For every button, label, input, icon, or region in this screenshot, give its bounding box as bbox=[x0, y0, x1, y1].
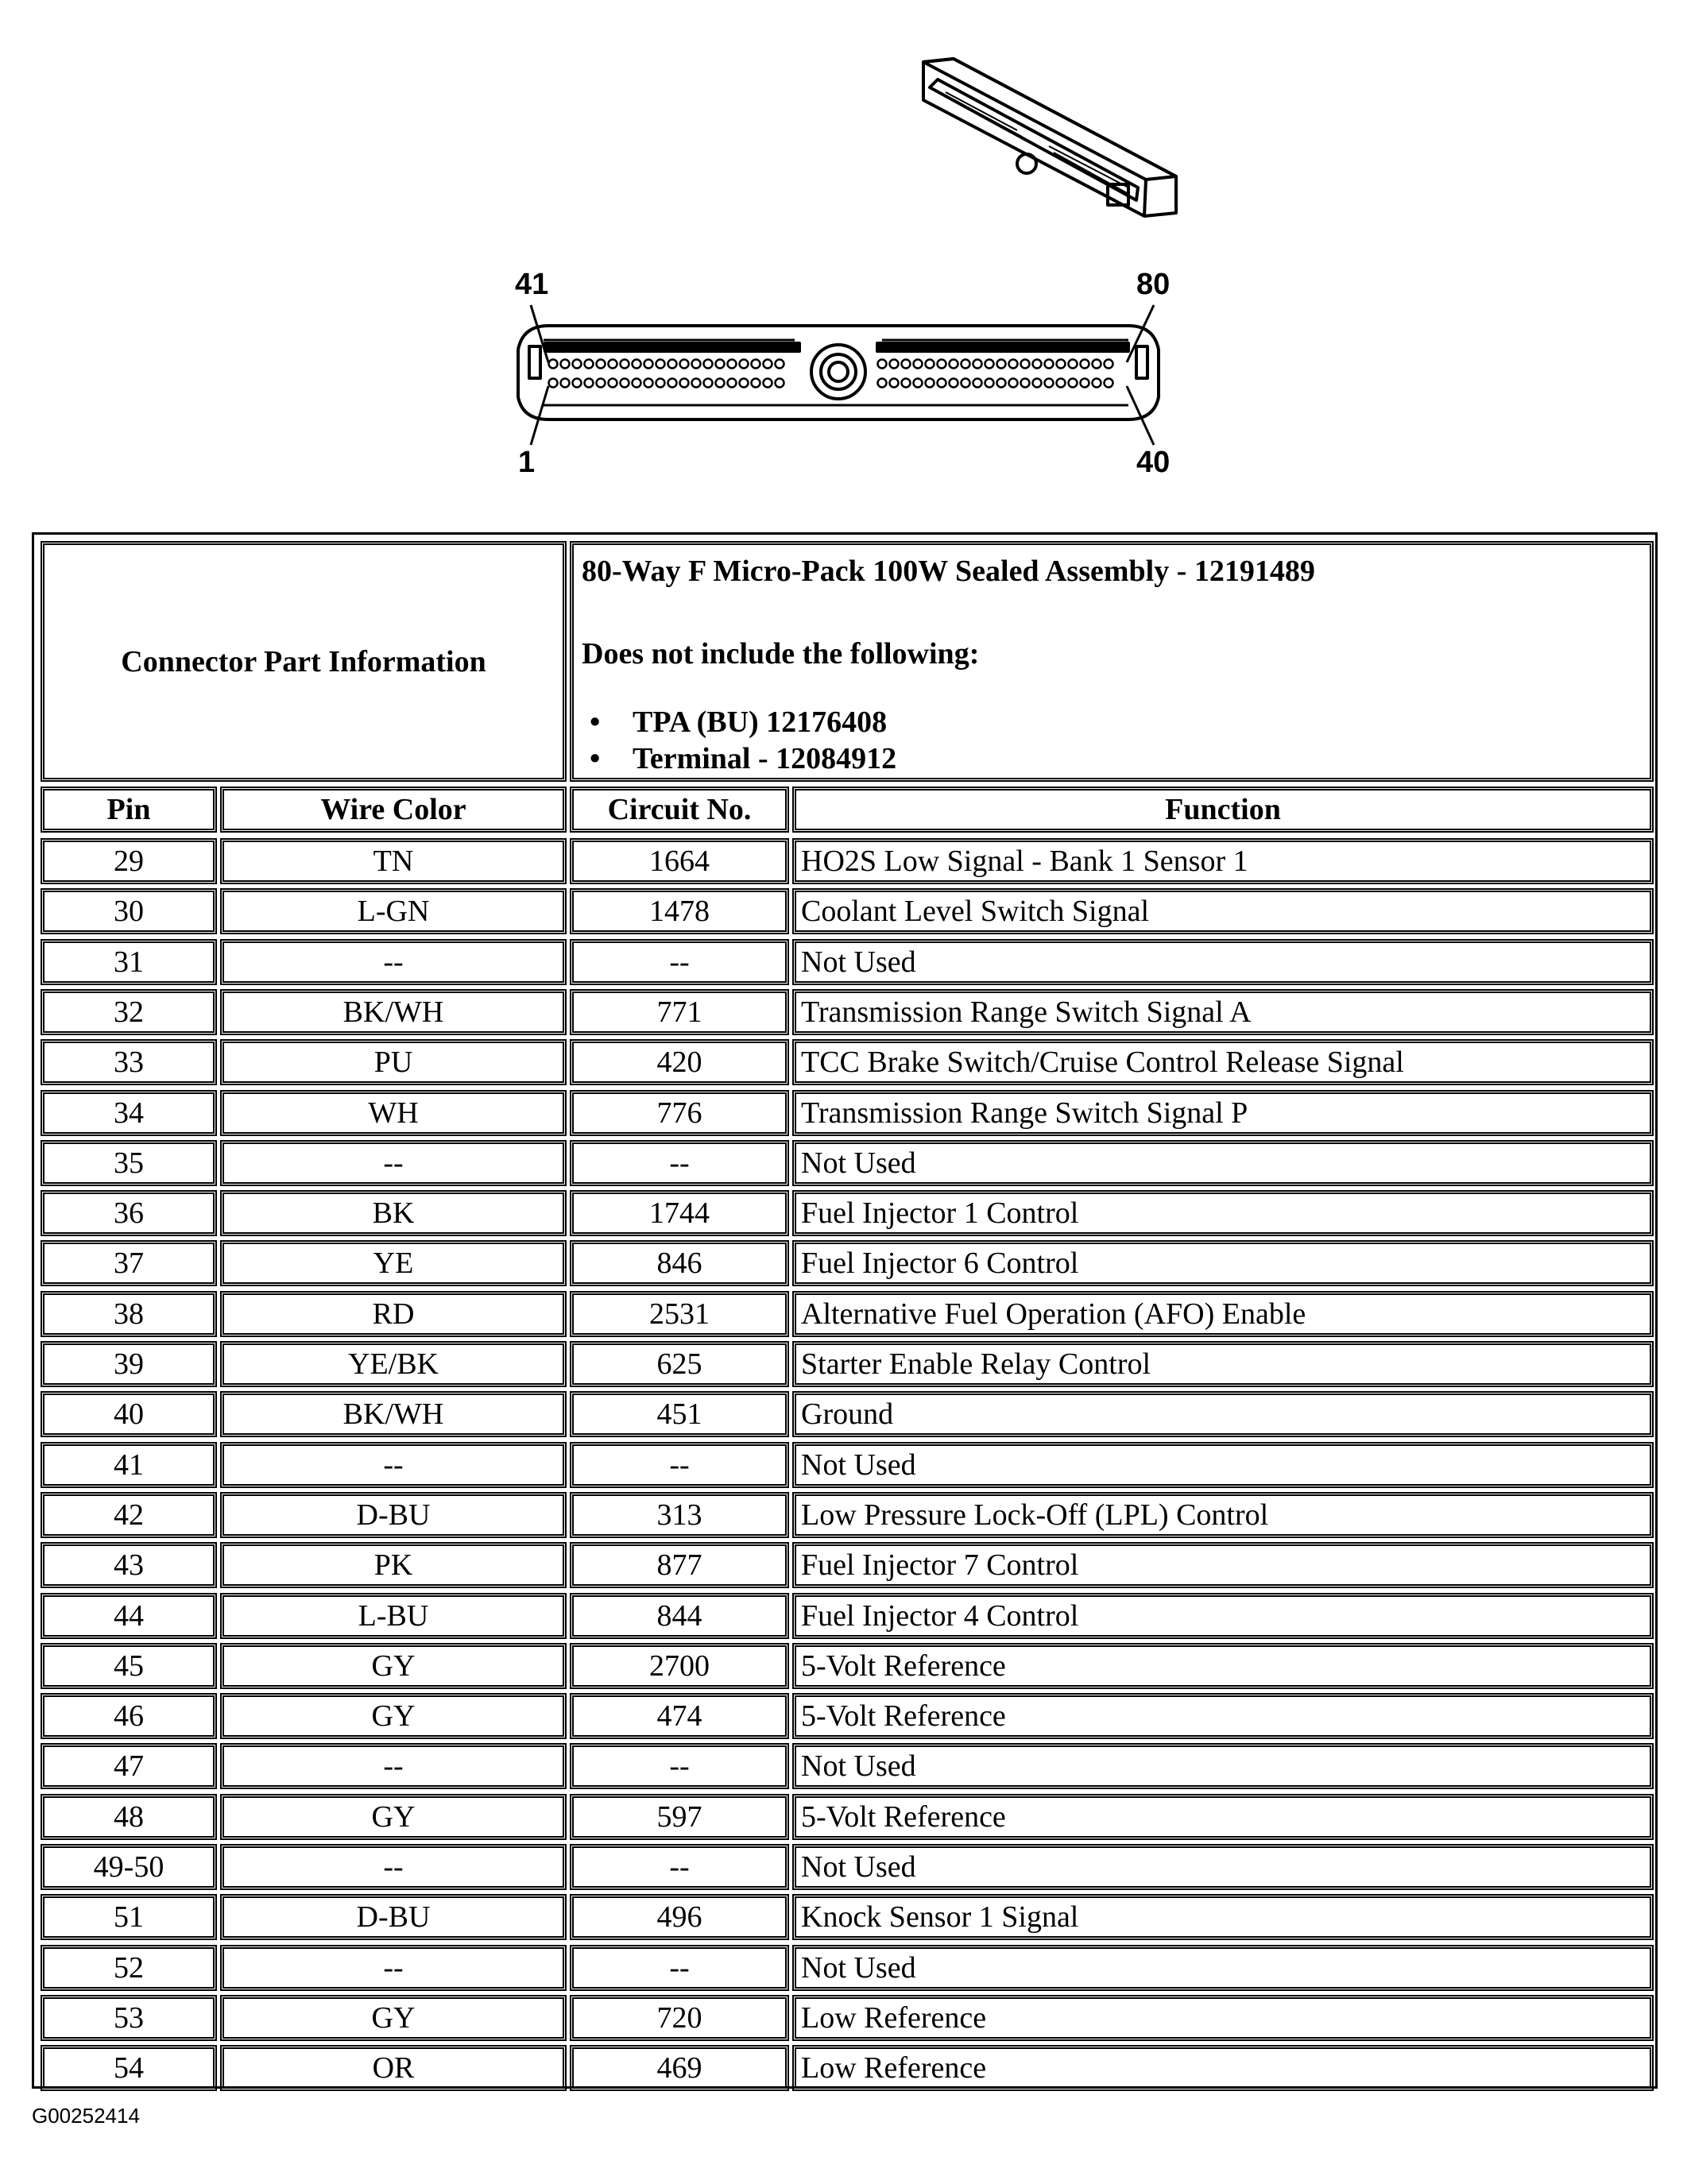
pin-cell: 38 bbox=[41, 1291, 217, 1337]
pin-hole bbox=[914, 379, 923, 388]
pin-cell: 52 bbox=[41, 1945, 217, 1991]
pin-hole bbox=[656, 360, 665, 369]
circuit-no-cell: 2700 bbox=[570, 1643, 789, 1689]
pin-hole bbox=[962, 360, 970, 369]
wire-color-cell: -- bbox=[220, 1945, 567, 1991]
pin-cell: 32 bbox=[41, 989, 217, 1035]
pin-hole bbox=[1081, 379, 1089, 388]
circuit-no-cell: -- bbox=[570, 939, 789, 985]
pin-hole bbox=[1021, 379, 1030, 388]
pin-cell: 36 bbox=[41, 1190, 217, 1236]
pin-cell: 51 bbox=[41, 1894, 217, 1940]
pin-cell: 31 bbox=[41, 939, 217, 985]
pin-hole bbox=[973, 379, 982, 388]
pin-hole bbox=[1069, 379, 1078, 388]
circuit-no-cell: 597 bbox=[570, 1794, 789, 1840]
circuit-no-cell: 1478 bbox=[570, 888, 789, 934]
pin-cell: 48 bbox=[41, 1794, 217, 1840]
pin-hole bbox=[728, 379, 737, 388]
wire-color-cell: BK/WH bbox=[220, 989, 567, 1035]
function-cell: Transmission Range Switch Signal A bbox=[792, 989, 1654, 1035]
pin-hole bbox=[890, 360, 899, 369]
wire-color-cell: PK bbox=[220, 1542, 567, 1588]
pin-hole bbox=[938, 360, 946, 369]
excluded-item: • Terminal - 12084912 bbox=[633, 740, 1642, 777]
pin-hole bbox=[776, 360, 784, 369]
connector-part-info-label: Connector Part Information bbox=[41, 541, 567, 782]
pin-hole bbox=[597, 379, 606, 388]
function-cell: Not Used bbox=[792, 939, 1654, 985]
circuit-no-cell: 771 bbox=[570, 989, 789, 1035]
circuit-no-cell: -- bbox=[570, 1140, 789, 1186]
pin-hole bbox=[1105, 379, 1113, 388]
function-cell: Not Used bbox=[792, 1945, 1654, 1991]
pin-label-80: 80 bbox=[1136, 268, 1171, 301]
pin-hole bbox=[926, 360, 934, 369]
wire-color-cell: D-BU bbox=[220, 1492, 567, 1538]
wire-color-cell: YE bbox=[220, 1240, 567, 1286]
pin-hole bbox=[1033, 379, 1042, 388]
pin-hole bbox=[1105, 360, 1113, 369]
pin-hole bbox=[764, 379, 772, 388]
pin-hole bbox=[973, 360, 982, 369]
pin-hole bbox=[549, 360, 558, 369]
pin-hole bbox=[704, 379, 713, 388]
wire-color-cell: OR bbox=[220, 2045, 567, 2091]
wire-color-cell: -- bbox=[220, 1844, 567, 1890]
pin-hole bbox=[692, 360, 701, 369]
circuit-no-cell: -- bbox=[570, 1945, 789, 1991]
pin-cell: 35 bbox=[41, 1140, 217, 1186]
pin-hole bbox=[621, 379, 629, 388]
wire-color-cell: GY bbox=[220, 1995, 567, 2041]
circuit-no-cell: 469 bbox=[570, 2045, 789, 2091]
connector-part-info-details bbox=[570, 541, 1654, 782]
circuit-no-cell: 877 bbox=[570, 1542, 789, 1588]
pin-hole bbox=[1033, 360, 1042, 369]
pin-hole bbox=[668, 379, 677, 388]
pin-cell: 34 bbox=[41, 1090, 217, 1136]
circuit-no-cell: 451 bbox=[570, 1391, 789, 1437]
connector-isometric-icon bbox=[923, 59, 1176, 216]
pin-hole bbox=[985, 360, 994, 369]
pin-hole bbox=[680, 360, 689, 369]
pin-hole bbox=[1045, 360, 1054, 369]
pin-hole bbox=[962, 379, 970, 388]
circuit-no-cell: 496 bbox=[570, 1894, 789, 1940]
circuit-no-cell: 313 bbox=[570, 1492, 789, 1538]
pin-hole bbox=[740, 360, 749, 369]
wire-color-cell: GY bbox=[220, 1794, 567, 1840]
pin-hole bbox=[692, 379, 701, 388]
wire-color-cell: RD bbox=[220, 1291, 567, 1337]
wire-color-cell: WH bbox=[220, 1090, 567, 1136]
function-cell: Coolant Level Switch Signal bbox=[792, 888, 1654, 934]
pin-hole bbox=[890, 379, 899, 388]
wire-color-cell: D-BU bbox=[220, 1894, 567, 1940]
pin-hole bbox=[621, 360, 629, 369]
function-cell: TCC Brake Switch/Cruise Control Release Signal bbox=[792, 1039, 1654, 1085]
wire-color-cell: GY bbox=[220, 1693, 567, 1739]
function-cell: 5-Volt Reference bbox=[792, 1794, 1654, 1840]
pin-hole bbox=[752, 360, 760, 369]
pin-hole bbox=[1045, 379, 1054, 388]
function-cell: Starter Enable Relay Control bbox=[792, 1341, 1654, 1387]
wire-color-cell: -- bbox=[220, 1442, 567, 1488]
pin-cell: 45 bbox=[41, 1643, 217, 1689]
function-cell: Not Used bbox=[792, 1442, 1654, 1488]
pin-cell: 37 bbox=[41, 1240, 217, 1286]
pin-hole bbox=[878, 379, 887, 388]
circuit-no-cell: 420 bbox=[570, 1039, 789, 1085]
assembly-name: 80-Way F Micro-Pack 100W Sealed Assembly - 12191489 bbox=[582, 555, 1315, 588]
pin-hole bbox=[1021, 360, 1030, 369]
pin-cell: 42 bbox=[41, 1492, 217, 1538]
pin-hole bbox=[644, 360, 653, 369]
pin-hole bbox=[776, 379, 784, 388]
wire-color-cell: L-BU bbox=[220, 1593, 567, 1639]
function-cell: HO2S Low Signal - Bank 1 Sensor 1 bbox=[792, 838, 1654, 884]
pin-hole bbox=[633, 379, 641, 388]
pin-hole bbox=[656, 379, 665, 388]
circuit-no-cell: -- bbox=[570, 1743, 789, 1789]
function-cell: Low Pressure Lock-Off (LPL) Control bbox=[792, 1492, 1654, 1538]
wire-color-cell: YE/BK bbox=[220, 1341, 567, 1387]
function-cell: Fuel Injector 4 Control bbox=[792, 1593, 1654, 1639]
function-cell: Transmission Range Switch Signal P bbox=[792, 1090, 1654, 1136]
circuit-no-cell: -- bbox=[570, 1844, 789, 1890]
pin-cell: 33 bbox=[41, 1039, 217, 1085]
pin-hole bbox=[902, 360, 911, 369]
pin-hole bbox=[716, 360, 725, 369]
pin-hole bbox=[950, 360, 958, 369]
pin-hole bbox=[1009, 360, 1018, 369]
pin-hole bbox=[997, 379, 1006, 388]
wire-color-cell: L-GN bbox=[220, 888, 567, 934]
column-header-circuit-no: Circuit No. bbox=[570, 787, 789, 833]
pin-hole bbox=[573, 360, 582, 369]
pin-hole bbox=[728, 360, 737, 369]
pin-hole bbox=[704, 360, 713, 369]
pin-cell: 47 bbox=[41, 1743, 217, 1789]
connector-face-icon bbox=[518, 326, 1159, 419]
function-cell: Knock Sensor 1 Signal bbox=[792, 1894, 1654, 1940]
pin-hole bbox=[633, 360, 641, 369]
function-cell: Not Used bbox=[792, 1140, 1654, 1186]
circuit-no-cell: 720 bbox=[570, 1995, 789, 2041]
pin-cell: 44 bbox=[41, 1593, 217, 1639]
pin-cell: 46 bbox=[41, 1693, 217, 1739]
column-header-function: Function bbox=[792, 787, 1654, 833]
circuit-no-cell: 776 bbox=[570, 1090, 789, 1136]
pin-hole bbox=[764, 360, 772, 369]
figure-id: G00252414 bbox=[32, 2104, 140, 2128]
circuit-no-cell: 474 bbox=[570, 1693, 789, 1739]
function-cell: Fuel Injector 1 Control bbox=[792, 1190, 1654, 1236]
pin-hole bbox=[926, 379, 934, 388]
function-cell: Low Reference bbox=[792, 2045, 1654, 2091]
pin-cell: 43 bbox=[41, 1542, 217, 1588]
wire-color-cell: GY bbox=[220, 1643, 567, 1689]
pin-hole bbox=[609, 379, 617, 388]
circuit-no-cell: 625 bbox=[570, 1341, 789, 1387]
pin-cell: 53 bbox=[41, 1995, 217, 2041]
pin-hole bbox=[985, 379, 994, 388]
function-cell: Not Used bbox=[792, 1743, 1654, 1789]
wire-color-cell: -- bbox=[220, 939, 567, 985]
function-cell: Ground bbox=[792, 1391, 1654, 1437]
function-cell: Fuel Injector 6 Control bbox=[792, 1240, 1654, 1286]
exclusion-note: Does not include the following: bbox=[582, 637, 980, 671]
pin-hole bbox=[561, 360, 570, 369]
circuit-no-cell: 1664 bbox=[570, 838, 789, 884]
pin-hole bbox=[597, 360, 606, 369]
function-cell: 5-Volt Reference bbox=[792, 1693, 1654, 1739]
pin-cell: 40 bbox=[41, 1391, 217, 1437]
pin-hole bbox=[1069, 360, 1078, 369]
pin-label-40: 40 bbox=[1136, 446, 1171, 479]
pin-hole bbox=[914, 360, 923, 369]
pin-hole bbox=[585, 360, 594, 369]
pin-label-41: 41 bbox=[515, 268, 549, 301]
wire-color-cell: BK/WH bbox=[220, 1391, 567, 1437]
pin-hole bbox=[740, 379, 749, 388]
circuit-no-cell: -- bbox=[570, 1442, 789, 1488]
circuit-no-cell: 2531 bbox=[570, 1291, 789, 1337]
pin-hole bbox=[1009, 379, 1018, 388]
pin-hole bbox=[716, 379, 725, 388]
wire-color-cell: -- bbox=[220, 1140, 567, 1186]
circuit-no-cell: 1744 bbox=[570, 1190, 789, 1236]
pin-hole bbox=[878, 360, 887, 369]
connector-diagram bbox=[0, 0, 1691, 508]
pin-hole bbox=[902, 379, 911, 388]
pin-cell: 39 bbox=[41, 1341, 217, 1387]
wire-color-cell: BK bbox=[220, 1190, 567, 1236]
pin-cell: 30 bbox=[41, 888, 217, 934]
pin-cell: 49-50 bbox=[41, 1844, 217, 1890]
pin-label-1: 1 bbox=[518, 446, 536, 479]
pin-hole bbox=[1081, 360, 1089, 369]
excluded-items-list bbox=[582, 704, 1642, 777]
wire-color-cell: PU bbox=[220, 1039, 567, 1085]
circuit-no-cell: 844 bbox=[570, 1593, 789, 1639]
pin-cell: 54 bbox=[41, 2045, 217, 2091]
pin-hole bbox=[752, 379, 760, 388]
pin-hole bbox=[950, 379, 958, 388]
pin-hole bbox=[573, 379, 582, 388]
function-cell: 5-Volt Reference bbox=[792, 1643, 1654, 1689]
wire-color-cell: TN bbox=[220, 838, 567, 884]
pin-hole bbox=[668, 360, 677, 369]
pin-cell: 41 bbox=[41, 1442, 217, 1488]
pin-hole bbox=[1093, 360, 1101, 369]
function-cell: Fuel Injector 7 Control bbox=[792, 1542, 1654, 1588]
function-cell: Alternative Fuel Operation (AFO) Enable bbox=[792, 1291, 1654, 1337]
pin-hole bbox=[938, 379, 946, 388]
column-header-pin: Pin bbox=[41, 787, 217, 833]
pin-hole bbox=[1093, 379, 1101, 388]
pin-hole bbox=[585, 379, 594, 388]
function-cell: Not Used bbox=[792, 1844, 1654, 1890]
pin-hole bbox=[1057, 360, 1066, 369]
pin-hole bbox=[1057, 379, 1066, 388]
pin-hole bbox=[644, 379, 653, 388]
function-cell: Low Reference bbox=[792, 1995, 1654, 2041]
pin-hole bbox=[680, 379, 689, 388]
column-header-wire-color: Wire Color bbox=[220, 787, 567, 833]
connector-table bbox=[32, 532, 1658, 2089]
circuit-no-cell: 846 bbox=[570, 1240, 789, 1286]
pin-hole bbox=[549, 379, 558, 388]
pin-cell: 29 bbox=[41, 838, 217, 884]
pin-hole bbox=[997, 360, 1006, 369]
excluded-item: • TPA (BU) 12176408 bbox=[633, 704, 1642, 740]
pin-hole bbox=[561, 379, 570, 388]
wire-color-cell: -- bbox=[220, 1743, 567, 1789]
pin-hole bbox=[609, 360, 617, 369]
